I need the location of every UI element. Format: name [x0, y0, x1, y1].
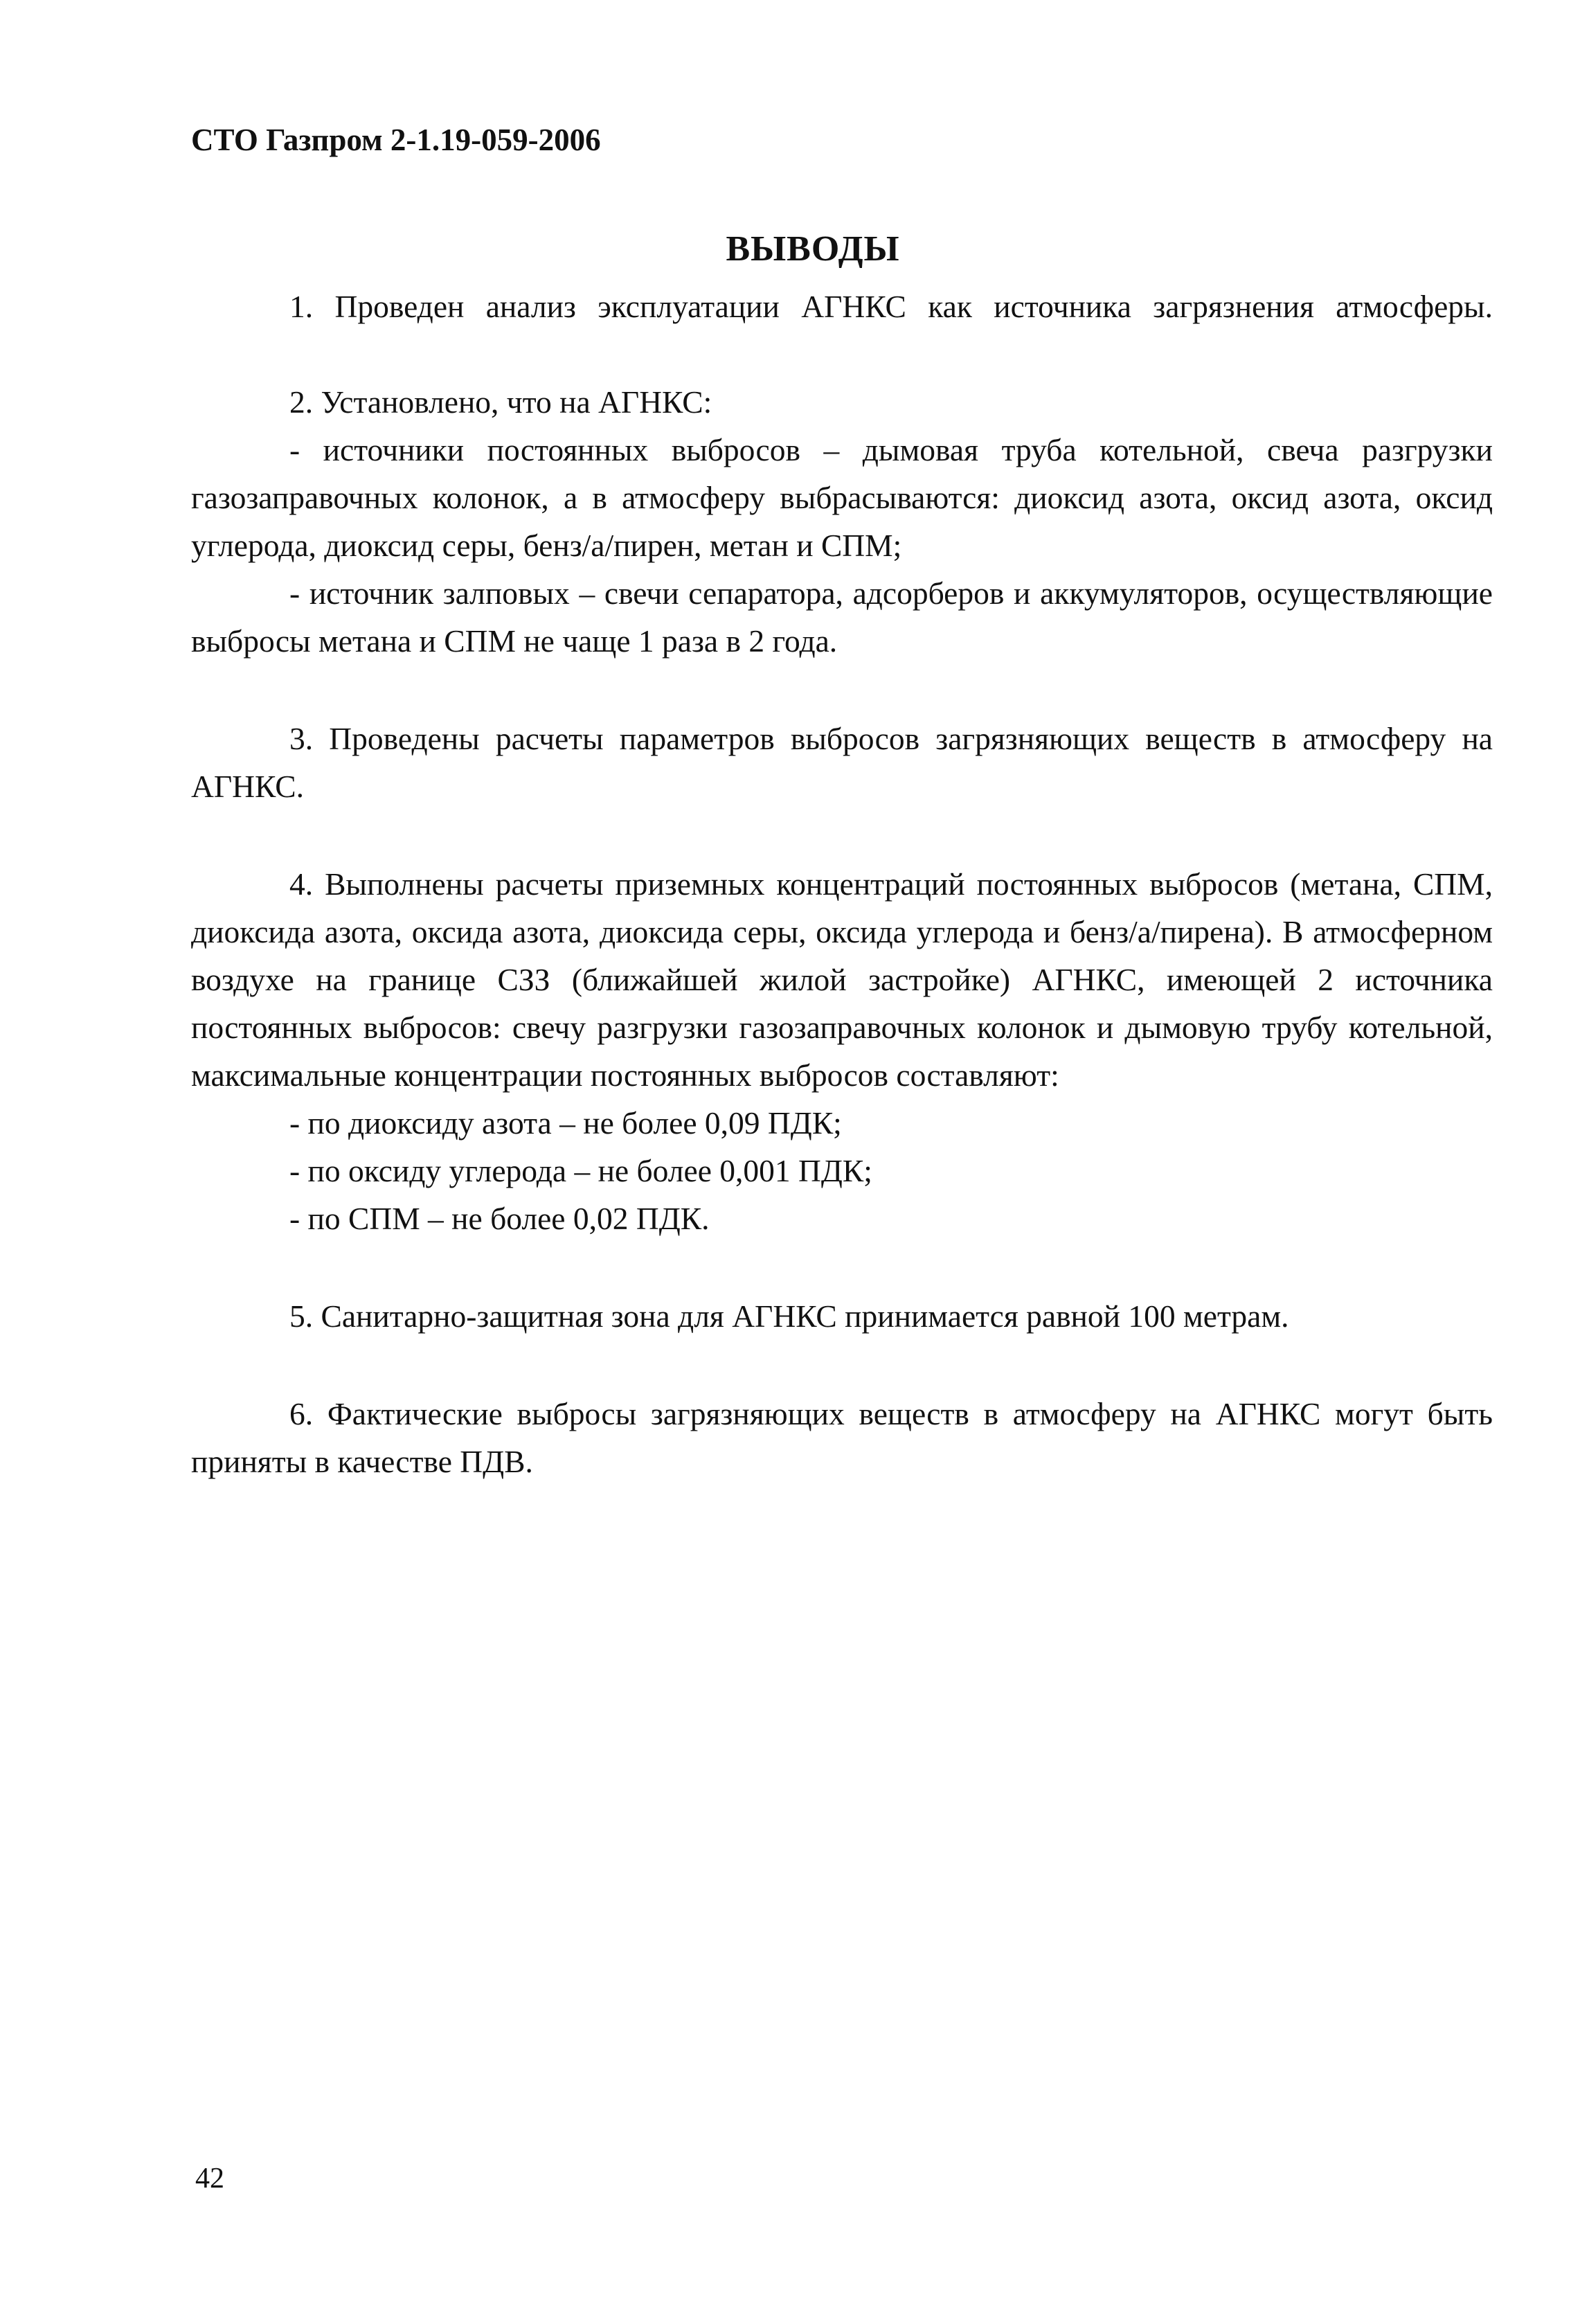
conclusion-item-2-bullet-1: - источники постоянных выбросов – дымовая труба котельной, свеча разгрузки газозаправочных колонок, а в атмосферу выбрасываются: диоксид азота, оксид азота, оксид углерода, диоксид серы, бенз/а/пирен, метан и СПМ; [191, 432, 1493, 563]
conclusion-item-4-bullet-2: - по оксиду углерода – не более 0,001 ПДК; [289, 1153, 872, 1188]
conclusion-item-1: 1. Проведен анализ эксплуатации АГНКС как источника загрязнения атмосферы. [289, 289, 1493, 324]
conclusion-item-6: 6. Фактические выбросы загрязняющих веществ в атмосферу на АГНКС могут быть приняты в качестве ПДВ. [191, 1396, 1493, 1479]
conclusion-item-2-bullet-2: - источник залповых – свечи сепаратора, адсорберов и аккумуляторов, осуществляющие выбросы метана и СПМ не чаще 1 раза в 2 года. [191, 575, 1493, 659]
conclusion-item-2: 2. Установлено, что на АГНКС: [289, 384, 712, 420]
page-number: 42 [195, 2163, 224, 2195]
conclusion-item-5: 5. Санитарно-защитная зона для АГНКС принимается равной 100 метрам. [289, 1298, 1289, 1334]
conclusion-item-4-bullet-1: - по диоксиду азота – не более 0,09 ПДК; [289, 1105, 842, 1141]
conclusion-item-4: 4. Выполнены расчеты приземных концентраций постоянных выбросов (метана, СПМ, диоксида азота, оксида азота, диоксида серы, оксида углерода и бенз/а/пирена). В атмосферном воздухе на границе СЗЗ (ближайшей жилой застройке) АГНКС, имеющей 2 источника постоянных выбросов: свечу разгрузки газозаправочных колонок и дымовую трубу котельной, максимальные концентрации постоянных выбросов составляют: [191, 866, 1493, 1093]
section-title: ВЫВОДЫ [726, 229, 900, 269]
document-id-header: СТО Газпром 2-1.19-059-2006 [191, 123, 601, 157]
conclusions-body [191, 283, 1493, 1485]
conclusion-item-3: 3. Проведены расчеты параметров выбросов загрязняющих веществ в атмосферу на АГНКС. [191, 721, 1493, 804]
conclusion-item-4-bullet-3: - по СПМ – не более 0,02 ПДК. [289, 1201, 710, 1236]
